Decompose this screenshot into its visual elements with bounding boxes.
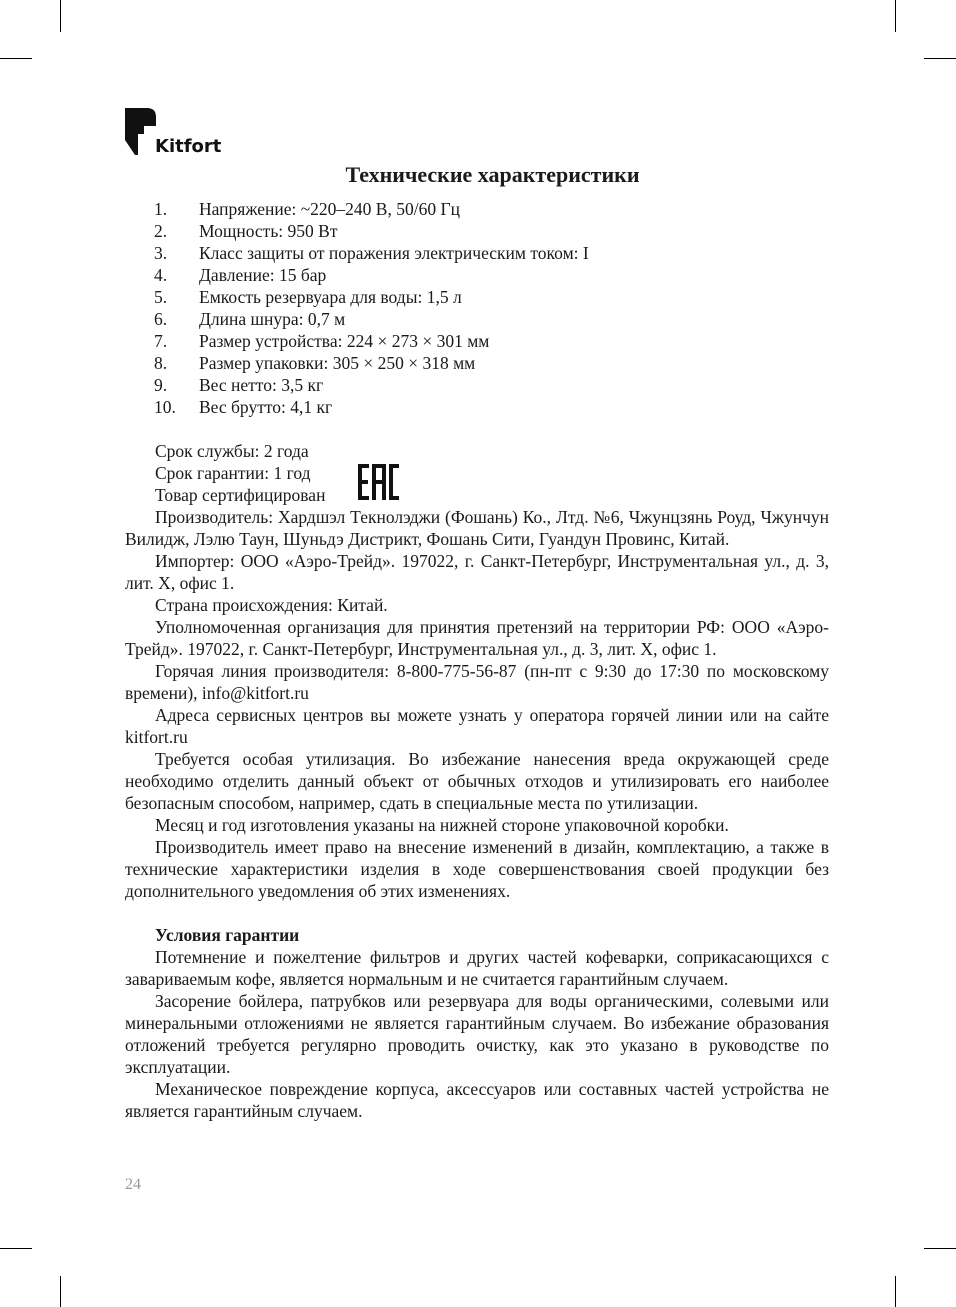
spec-list [125, 198, 830, 418]
spec-item [125, 198, 830, 220]
spec-item [125, 220, 830, 242]
spec-text: Вес брутто: 4,1 кг [199, 397, 333, 417]
certified-text: Товар сертифицирован [155, 485, 326, 505]
crop-mark [895, 1276, 896, 1307]
spec-number: 2. [154, 221, 168, 241]
warranty-paragraph: Механическое повреждение корпуса, аксессуаров или составных частей устройства не является гарантийным случаем. [125, 1079, 829, 1121]
origin-paragraph: Страна происхождения: Китай. [155, 595, 388, 615]
changes-paragraph: Производитель имеет право на внесение изменений в дизайн, комплектацию, а также в технические характеристики изделия в ходе совершенствования своей продукции без дополнительного уведомления об этих изменениях. [125, 837, 829, 901]
authorized-org-paragraph: Уполномоченная организация для принятия претензий на территории РФ: ООО «Аэро-Трейд». 197022, г. Санкт-Петербург, Инструментальная ул., д. 3, лит. Х, офис 1. [125, 617, 829, 659]
spec-number: 8. [154, 353, 168, 373]
crop-mark [0, 58, 32, 59]
manufacture-date-paragraph: Месяц и год изготовления указаны на нижней стороне упаковочной коробки. [155, 815, 729, 835]
spec-text: Размер устройства: 224 × 273 × 301 мм [199, 331, 490, 351]
spec-number: 9. [154, 375, 168, 395]
spec-text: Давление: 15 бар [199, 265, 327, 285]
crop-mark [924, 1248, 956, 1249]
spec-number: 3. [154, 243, 168, 263]
body-text [125, 506, 829, 1122]
spec-item [125, 330, 830, 352]
manufacturer-paragraph: Производитель: Хардшэл Текнолэджи (Фошань) Ко., Лтд. №6, Чжунцзянь Роуд, Чжунчун Вилидж, Лэлю Таун, Шуньдэ Дистрикт, Фошань Сити, Гуандун Провинс, Китай. [125, 507, 829, 549]
warranty-paragraph: Потемнение и пожелтение фильтров и других частей кофеварки, соприкасающихся с завариваемым кофе, является нормальным и не считается гарантийным случаем. [125, 947, 829, 989]
spec-item [125, 396, 830, 418]
spec-text: Емкость резервуара для воды: 1,5 л [199, 287, 462, 307]
spec-number: 10. [154, 397, 176, 417]
spec-text: Длина шнура: 0,7 м [199, 309, 346, 329]
spec-number: 4. [154, 265, 168, 285]
spec-item [125, 374, 830, 396]
eac-certification-icon [357, 462, 399, 507]
spec-item [125, 352, 830, 374]
spec-text: Мощность: 950 Вт [199, 221, 338, 241]
disposal-paragraph: Требуется особая утилизация. Во избежание нанесения вреда окружающей среде необходимо отделить данный объект от обычных отходов и утилизировать его наиболее безопасным способом, например, сдать в специальные места по утилизации. [125, 749, 829, 813]
service-centers-paragraph: Адреса сервисных центров вы можете узнать у оператора горячей линии или на сайте kitfort.ru [125, 705, 829, 747]
page-number: 24 [125, 1176, 141, 1193]
spec-item [125, 264, 830, 286]
warranty-period: Срок гарантии: 1 год [155, 463, 311, 483]
warranty-paragraph: Засорение бойлера, патрубков или резервуара для воды органическими, солевыми или минеральными отложениями не является гарантийным случаем. Во избежание образования отложений требуется регулярно проводить очистку, как это указано в руководстве по эксплуатации. [125, 991, 829, 1077]
crop-mark [60, 0, 61, 32]
crop-mark [895, 0, 896, 32]
spec-text: Вес нетто: 3,5 кг [199, 375, 324, 395]
spec-number: 5. [154, 287, 168, 307]
hotline-paragraph: Горячая линия производителя: 8-800-775-56-87 (пн-пт с 9:30 до 17:30 по московскому времени), info@kitfort.ru [125, 661, 829, 703]
crop-mark [924, 58, 956, 59]
spec-text: Класс защиты от поражения электрическим током: I [199, 243, 589, 263]
spec-number: 1. [154, 199, 168, 219]
crop-mark [60, 1276, 61, 1307]
service-life: Срок службы: 2 года [155, 441, 309, 461]
spec-item [125, 308, 830, 330]
logo-text: Kitfort [155, 136, 222, 157]
crop-mark [0, 1248, 32, 1249]
spec-number: 7. [154, 331, 168, 351]
spec-item [125, 242, 830, 264]
importer-paragraph: Импортер: ООО «Аэро-Трейд». 197022, г. Санкт-Петербург, Инструментальная ул., д. 3, лит. Х, офис 1. [125, 551, 829, 593]
warranty-heading: Условия гарантии [155, 925, 300, 945]
kitfort-logo-mark [125, 106, 157, 156]
page-title: Технические характеристики [345, 162, 640, 187]
spec-number: 6. [154, 309, 168, 329]
kitfort-logo [125, 106, 225, 158]
spec-item [125, 286, 830, 308]
spec-text: Размер упаковки: 305 × 250 × 318 мм [199, 353, 476, 373]
spec-text: Напряжение: ~220–240 В, 50/60 Гц [199, 199, 460, 219]
